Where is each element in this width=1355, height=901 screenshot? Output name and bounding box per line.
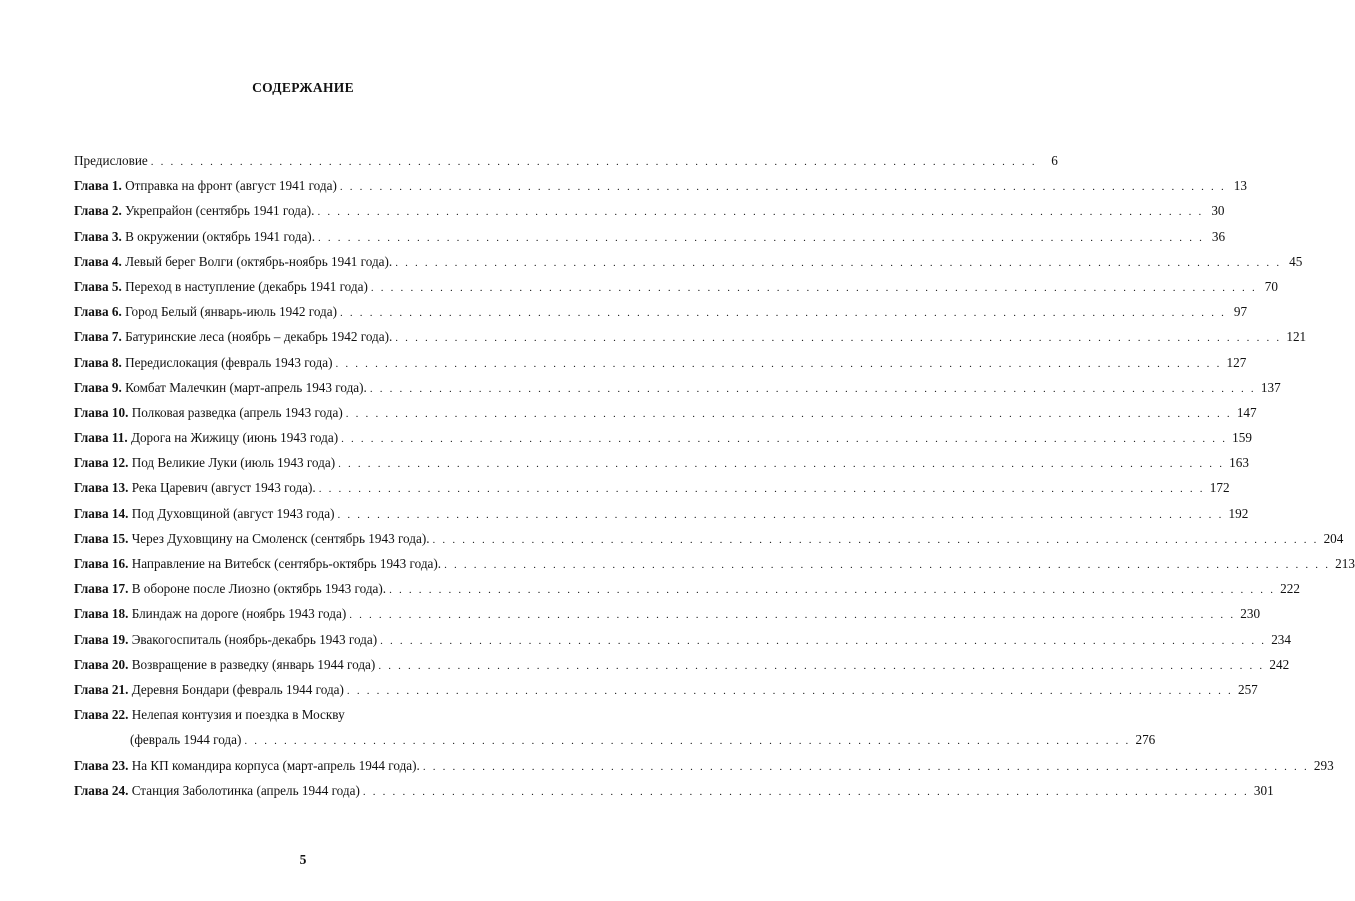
toc-entry-text (74, 299, 337, 324)
page-ref: 234 (1271, 631, 1291, 647)
toc-line (74, 324, 1307, 349)
toc-entry-text (74, 324, 392, 349)
toc-line (74, 627, 1291, 652)
chapter-title: Комбат Малечкин (март-апрель 1943 года). (125, 379, 367, 395)
chapter-label: Глава 6. (74, 304, 122, 320)
chapter-label: Глава 5. (74, 278, 122, 294)
page-ref: 6 (1051, 153, 1058, 168)
chapter-label: Глава 9. (74, 379, 122, 395)
chapter-title: Батуринские леса (ноябрь – декабрь 1942 года). (125, 329, 393, 345)
chapter-title: Деревня Бондари (февраль 1944 года) (131, 681, 344, 697)
chapter-title: Отправка на фронт (август 1941 года) (125, 178, 337, 194)
toc-entry[interactable] (74, 753, 1334, 778)
page-ref: 127 (1226, 354, 1247, 370)
page-ref: 13 (1233, 178, 1247, 194)
page-ref: 159 (1232, 430, 1252, 446)
chapter-label: Глава 8. (74, 354, 122, 370)
chapter-title: Город Белый (январь-июль 1942 года) (125, 304, 337, 320)
page-ref: 147 (1236, 404, 1257, 420)
toc-entry[interactable] (74, 677, 1258, 702)
dot-leader: . . . . . . . . . . . . . . . . . . . . . . . . . . . . . . . . . . . . . . . . . . . . . . . . . . . . . . . . . . . . . . . . . . . . . . . . . . . . . . . . . . . . . . . . . . (380, 634, 1267, 647)
chapter-title: Левый берег Волги (октябрь-ноябрь 1941 года). (125, 253, 393, 269)
page-ref: 97 (1233, 304, 1248, 320)
toc-entry-text (74, 224, 315, 249)
chapter-label: Глава 2. (74, 203, 122, 219)
toc-entry[interactable] (74, 778, 1274, 803)
toc-entry[interactable] (74, 400, 1257, 425)
toc-entry-text (74, 375, 367, 400)
chapter-title: Возвращение в разведку (январь 1944 года) (131, 656, 376, 672)
page-ref: 242 (1269, 656, 1290, 672)
dot-leader: . . . . . . . . . . . . . . . . . . . . . . . . . . . . . . . . . . . . . . . . . . . . . . . . . . . . . . . . . . . . . . . . . . . . . . . . . . . . . . . . . . . . . . . . . . (389, 584, 1276, 597)
toc-entry[interactable] (74, 324, 1307, 349)
toc-line (74, 425, 1252, 450)
toc-entry[interactable] (74, 551, 1355, 576)
toc-entry-text (74, 400, 343, 425)
dot-leader: . . . . . . . . . . . . . . . . . . . . . . . . . . . . . . . . . . . . . . . . . . . . . . . . . . . . . . . . . . . . . . . . . . . . . . . . . . . . . . . . . . . . . . . . . . (395, 332, 1282, 345)
dot-leader: . . . . . . . . . . . . . . . . . . . . . . . . . . . . . . . . . . . . . . . . . . . . . . . . . . . . . . . . . . . . . . . . . . . . . . . . . . . . . . . . . . . . . . . . . . (369, 382, 1256, 395)
toc-entry-text (74, 450, 335, 475)
chapter-title: В окружении (октябрь 1941 года). (125, 228, 315, 244)
toc-entry-text (74, 677, 344, 702)
toc-entry[interactable] (74, 148, 1058, 173)
page-ref: 192 (1228, 505, 1249, 521)
toc-entry[interactable] (74, 350, 1247, 375)
chapter-label: Глава 7. (74, 329, 122, 345)
toc-entry[interactable] (74, 601, 1261, 626)
chapter-label: Глава 17. (74, 581, 129, 597)
chapter-title: Передислокация (февраль 1943 года) (125, 354, 333, 370)
chapter-label: Глава 10. (74, 404, 129, 420)
toc-entry[interactable] (74, 249, 1303, 274)
dot-leader: . . . . . . . . . . . . . . . . . . . . . . . . . . . . . . . . . . . . . . . . . . . . . . . . . . . . . . . . . . . . . . . . . . . . . . . . . . . . . . . . . . . . . . . . . . (362, 785, 1249, 798)
toc-line (74, 501, 1249, 526)
dot-leader: . . . . . . . . . . . . . . . . . . . . . . . . . . . . . . . . . . . . . . . . . . . . . . . . . . . . . . . . . . . . . . . . . . . . . . . . . . . . . . . . . . . . . . . . . . (338, 458, 1225, 471)
chapter-label: Глава 23. (74, 757, 129, 773)
dot-leader: . . . . . . . . . . . . . . . . . . . . . . . . . . . . . . . . . . . . . . . . . . . . . . . . . . . . . . . . . . . . . . . . . . . . . . . . . . . . . . . . . . . . . . . . . . (346, 684, 1233, 697)
chapter-title: Направление на Витебск (сентябрь-октябрь 1943 года). (131, 556, 442, 571)
toc-line (74, 677, 1258, 702)
chapter-title: На КП командира корпуса (март-апрель 1944 года). (131, 757, 420, 773)
chapter-title: Станция Заболотинка (апрель 1944 года) (131, 782, 360, 798)
dot-leader: . . . . . . . . . . . . . . . . . . . . . . . . . . . . . . . . . . . . . . . . . . . . . . . . . . . . . . . . . . . . . . . . . . . . . . . . . . . . . . . . . . . . . . . . . . (378, 659, 1265, 672)
dot-leader: . . . . . . . . . . . . . . . . . . . . . . . . . . . . . . . . . . . . . . . . . . . . . . . . . . . . . . . . . . . . . . . . . . . . . . . . . . . . . . . . . . . . . . . . . . (335, 357, 1222, 370)
page-ref: 45 (1289, 253, 1303, 269)
dot-leader: . . . . . . . . . . . . . . . . . . . . . . . . . . . . . . . . . . . . . . . . . . . . . . . . . . . . . . . . . . . . . . . . . . . . . . . . . . . . . . . . . . . . . . . . . . (339, 181, 1226, 194)
toc-line (74, 526, 1344, 551)
chapter-title: Укрепрайон (сентябрь 1941 года). (125, 203, 315, 219)
page-ref: 213 (1335, 556, 1355, 571)
toc-line (74, 148, 1058, 173)
dot-leader: . . . . . . . . . . . . . . . . . . . . . . . . . . . . . . . . . . . . . . . . . . . . . . . . . . . . . . . . . . . . . . . . . . . . . . . . . . . . . . . . . . . . . . . . . . (317, 206, 1204, 219)
toc-entry-text (74, 475, 316, 500)
toc-line (74, 375, 1281, 400)
chapter-title: Через Духовщину на Смоленск (сентябрь 1943 года). (131, 530, 430, 546)
toc-entry-text (74, 576, 386, 601)
chapter-label: Глава 15. (74, 530, 129, 546)
page-ref: 301 (1253, 782, 1274, 798)
toc-entry-text (74, 148, 148, 173)
toc-entry-text (74, 753, 420, 778)
chapter-title: Река Царевич (август 1943 года). (131, 480, 316, 496)
toc-entry-text (74, 601, 346, 626)
dot-leader: . . . . . . . . . . . . . . . . . . . . . . . . . . . . . . . . . . . . . . . . . . . . . . . . . . . . . . . . . . . . . . . . . . . . . . . . . . . . . . . . . . . . . . . . . . (370, 281, 1257, 294)
page-ref: 172 (1209, 480, 1230, 496)
toc-line (74, 576, 1300, 601)
toc-entry[interactable] (74, 450, 1249, 475)
dot-leader: . . . . . . . . . . . . . . . . . . . . . . . . . . . . . . . . . . . . . . . . . . . . . . . . . . . . . . . . . . . . . . . . . . . . . . . . . . . . . . . . . . . . . . . . . . (318, 483, 1205, 496)
chapter-label: Глава 4. (74, 253, 122, 269)
dot-leader: . . . . . . . . . . . . . . . . . . . . . . . . . . . . . . . . . . . . . . . . . . . . . . . . . . . . . . . . . . . . . . . . . . . . . . . . . . . . . . . . . . . . . . . . . . (444, 559, 1331, 571)
toc-line (74, 173, 1247, 198)
toc-entry-text (74, 274, 368, 299)
dot-leader: . . . . . . . . . . . . . . . . . . . . . . . . . . . . . . . . . . . . . . . . . . . . . . . . . . . . . . . . . . . . . . . . . . . . . . . . . . . . . . . . . . . . . . . . . . (244, 735, 1131, 748)
toc-entry[interactable] (74, 475, 1230, 500)
toc-entry-text (74, 173, 337, 198)
toc-entry[interactable] (74, 501, 1249, 526)
dot-leader: . . . . . . . . . . . . . . . . . . . . . . . . . . . . . . . . . . . . . . . . . . . . . . . . . . . . . . . . . . . . . . . . . . . . . . . . . . . . . . . . . . . . . . . . . . (432, 533, 1319, 546)
toc-line (74, 551, 1355, 576)
chapter-label: Глава 11. (74, 430, 128, 446)
dot-leader: . . . . . . . . . . . . . . . . . . . . . . . . . . . . . . . . . . . . . . . . . . . . . . . . . . . . . . . . . . . . . . . . . . . . . . . . . . . . . . . . . . . . . . . . . . (318, 231, 1205, 244)
page-ref: 30 (1211, 203, 1225, 219)
toc-line (74, 475, 1230, 500)
toc-entry[interactable] (74, 702, 1156, 752)
page-ref: 293 (1313, 757, 1334, 773)
chapter-label: Глава 3. (74, 228, 122, 244)
dot-leader: . . . . . . . . . . . . . . . . . . . . . . . . . . . . . . . . . . . . . . . . . . . . . . . . . . . . . . . . . . . . . . . . . . . . . . . . . . . . . . . . . . . . . . . . . . (345, 407, 1232, 420)
toc-entry-text (74, 501, 334, 526)
toc-line (74, 249, 1303, 274)
dot-leader: . . . . . . . . . . . . . . . . . . . . . . . . . . . . . . . . . . . . . . . . . . . . . . . . . . . . . . . . . . . . . . . . . . . . . . . . . . . . . . . . . . . . . . . . . . (422, 760, 1309, 773)
toc-entry-text (74, 652, 375, 677)
chapter-title: Предисловие (74, 153, 148, 168)
toc-entry[interactable] (74, 375, 1281, 400)
toc-entry[interactable] (74, 198, 1225, 223)
toc-entry[interactable] (74, 299, 1248, 324)
page-number: 5 (299, 852, 307, 867)
toc-entry-text (74, 778, 360, 803)
toc-line (74, 299, 1248, 324)
chapter-title: Дорога на Жижицу (июнь 1943 года) (130, 430, 339, 446)
chapter-title: Под Великие Луки (июль 1943 года) (131, 455, 336, 471)
chapter-title-continuation: (февраль 1944 года) (130, 732, 242, 748)
chapter-label: Глава 18. (74, 606, 129, 622)
page-ref: 204 (1323, 530, 1344, 546)
toc-line (74, 450, 1249, 475)
page-ref: 230 (1240, 606, 1261, 622)
toc-line (74, 198, 1225, 223)
toc-entry-text (74, 350, 332, 375)
chapter-label: Глава 21. (74, 681, 129, 697)
toc-line (74, 753, 1334, 778)
toc-entry-text (74, 249, 392, 274)
toc-entry[interactable] (74, 274, 1278, 299)
toc-line (74, 778, 1274, 803)
toc-entry-text (74, 702, 345, 727)
chapter-label: Глава 20. (74, 656, 129, 672)
chapter-label: Глава 13. (74, 480, 129, 496)
toc-entry[interactable] (74, 173, 1247, 198)
dot-leader: . . . . . . . . . . . . . . . . . . . . . . . . . . . . . . . . . . . . . . . . . . . . . . . . . . . . . . . . . . . . . . . . . . . . . . . . . . . . . . . . . . . . . . . . . . (150, 156, 1037, 168)
page-ref: 121 (1286, 329, 1307, 345)
chapter-label: Глава 14. (74, 505, 129, 521)
chapter-title: Переход в наступление (декабрь 1941 года) (125, 278, 368, 294)
toc-line (74, 601, 1261, 626)
chapter-title: Под Духовщиной (август 1943 года) (131, 505, 335, 521)
toc-line (74, 274, 1278, 299)
toc-entry[interactable] (74, 576, 1300, 601)
page-ref: 163 (1229, 455, 1249, 471)
page-ref: 70 (1264, 278, 1278, 294)
table-of-contents (74, 148, 1355, 803)
toc-line (74, 350, 1247, 375)
toc-line (74, 224, 1226, 249)
toc-line (74, 400, 1257, 425)
dot-leader: . . . . . . . . . . . . . . . . . . . . . . . . . . . . . . . . . . . . . . . . . . . . . . . . . . . . . . . . . . . . . . . . . . . . . . . . . . . . . . . . . . . . . . . . . . (337, 508, 1224, 521)
toc-entry[interactable] (74, 224, 1226, 249)
chapter-label: Глава 19. (74, 631, 129, 647)
page-ref: 276 (1135, 732, 1156, 748)
toc-entry-text (74, 425, 338, 450)
toc-line (74, 727, 1156, 752)
dot-leader: . . . . . . . . . . . . . . . . . . . . . . . . . . . . . . . . . . . . . . . . . . . . . . . . . . . . . . . . . . . . . . . . . . . . . . . . . . . . . . . . . . . . . . . . . . (395, 256, 1282, 269)
toc-entry[interactable] (74, 652, 1290, 677)
toc-entry-text (74, 526, 430, 551)
toc-entry[interactable] (74, 526, 1344, 551)
chapter-label: Глава 22. (74, 707, 129, 723)
toc-entry-text (74, 627, 377, 652)
page-ref: 222 (1280, 581, 1300, 597)
toc-line (74, 652, 1290, 677)
dot-leader: . . . . . . . . . . . . . . . . . . . . . . . . . . . . . . . . . . . . . . . . . . . . . . . . . . . . . . . . . . . . . . . . . . . . . . . . . . . . . . . . . . . . . . . . . . (341, 433, 1228, 446)
toc-entry[interactable] (74, 627, 1291, 652)
toc-line (74, 702, 524, 727)
chapter-title: Блиндаж на дороге (ноябрь 1943 года) (131, 606, 347, 622)
chapter-title: Эвакогоспиталь (ноябрь-декабрь 1943 года) (131, 631, 378, 647)
chapter-label: Глава 12. (74, 455, 129, 471)
chapter-title: В обороне после Лиозно (октябрь 1943 года). (131, 581, 387, 597)
chapter-label: Глава 1. (74, 178, 122, 194)
chapter-title: Полковая разведка (апрель 1943 года) (131, 404, 343, 420)
chapter-label: Глава 16. (74, 556, 129, 571)
page-title: СОДЕРЖАНИЕ (252, 80, 354, 95)
page-ref: 36 (1211, 228, 1226, 244)
dot-leader: . . . . . . . . . . . . . . . . . . . . . . . . . . . . . . . . . . . . . . . . . . . . . . . . . . . . . . . . . . . . . . . . . . . . . . . . . . . . . . . . . . . . . . . . . . (340, 307, 1227, 320)
chapter-label: Глава 24. (74, 782, 129, 798)
page-ref: 137 (1260, 379, 1281, 395)
toc-entry[interactable] (74, 425, 1252, 450)
page-ref: 257 (1237, 681, 1258, 697)
toc-entry-text (74, 551, 441, 576)
toc-entry-text (74, 198, 314, 223)
chapter-title: Нелепая контузия и поездка в Москву (131, 707, 345, 723)
dot-leader: . . . . . . . . . . . . . . . . . . . . . . . . . . . . . . . . . . . . . . . . . . . . . . . . . . . . . . . . . . . . . . . . . . . . . . . . . . . . . . . . . . . . . . . . . . (349, 609, 1236, 622)
